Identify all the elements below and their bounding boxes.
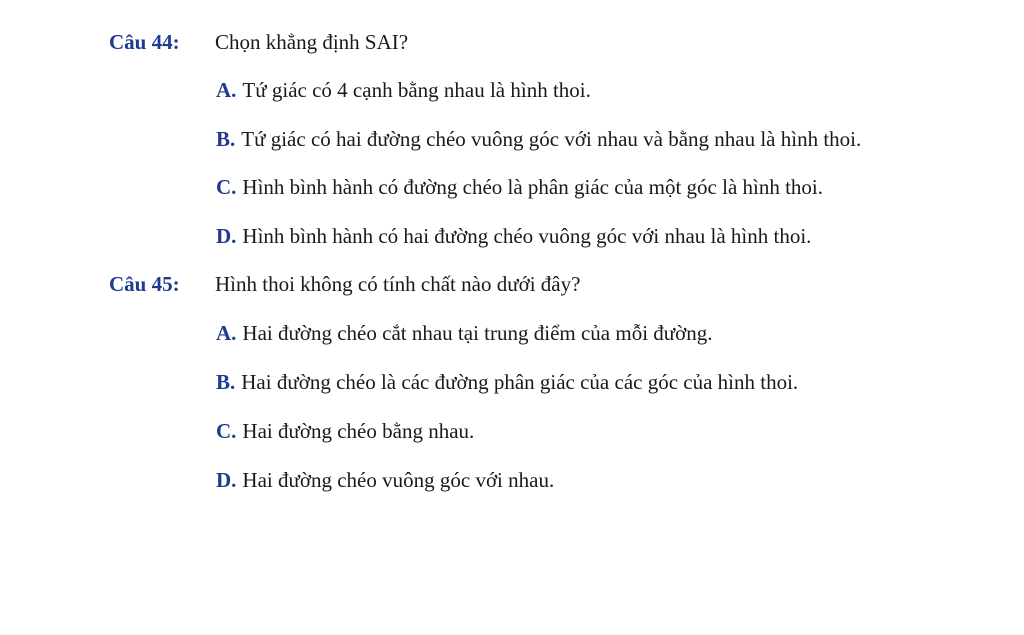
option-label: D. xyxy=(216,468,237,492)
option-label: D. xyxy=(216,224,237,248)
option-label: C. xyxy=(216,175,237,199)
cropped-text-fragment xyxy=(330,0,530,2)
option-45-d xyxy=(216,467,554,493)
option-45-a xyxy=(216,320,713,346)
option-44-a xyxy=(216,77,591,103)
question-label: Câu 45: xyxy=(109,272,180,296)
option-44-c xyxy=(216,174,823,200)
question-text: Chọn khẳng định SAI? xyxy=(215,30,409,54)
question-45 xyxy=(109,271,580,297)
option-text: Hình bình hành có đường chéo là phân giác của một góc là hình thoi. xyxy=(242,175,824,199)
option-text: Hai đường chéo cắt nhau tại trung điểm của mỗi đường. xyxy=(242,321,713,345)
option-label: B. xyxy=(216,127,236,151)
option-label: A. xyxy=(216,78,237,102)
question-text: Hình thoi không có tính chất nào dưới đây? xyxy=(215,272,581,296)
question-44 xyxy=(109,29,408,55)
question-label: Câu 44: xyxy=(109,30,180,54)
option-text: Hai đường chéo bằng nhau. xyxy=(242,419,475,443)
option-text: Hai đường chéo vuông góc với nhau. xyxy=(242,468,555,492)
option-text: Tứ giác có hai đường chéo vuông góc với nhau và bằng nhau là hình thoi. xyxy=(241,127,862,151)
option-45-c xyxy=(216,418,474,444)
option-44-b xyxy=(216,126,861,152)
option-44-d xyxy=(216,223,811,249)
option-label: A. xyxy=(216,321,237,345)
option-45-b xyxy=(216,369,798,395)
option-label: C. xyxy=(216,419,237,443)
option-text: Hai đường chéo là các đường phân giác của các góc của hình thoi. xyxy=(241,370,799,394)
option-label: B. xyxy=(216,370,236,394)
option-text: Hình bình hành có hai đường chéo vuông góc với nhau là hình thoi. xyxy=(242,224,812,248)
option-text: Tứ giác có 4 cạnh bằng nhau là hình thoi. xyxy=(242,78,591,102)
